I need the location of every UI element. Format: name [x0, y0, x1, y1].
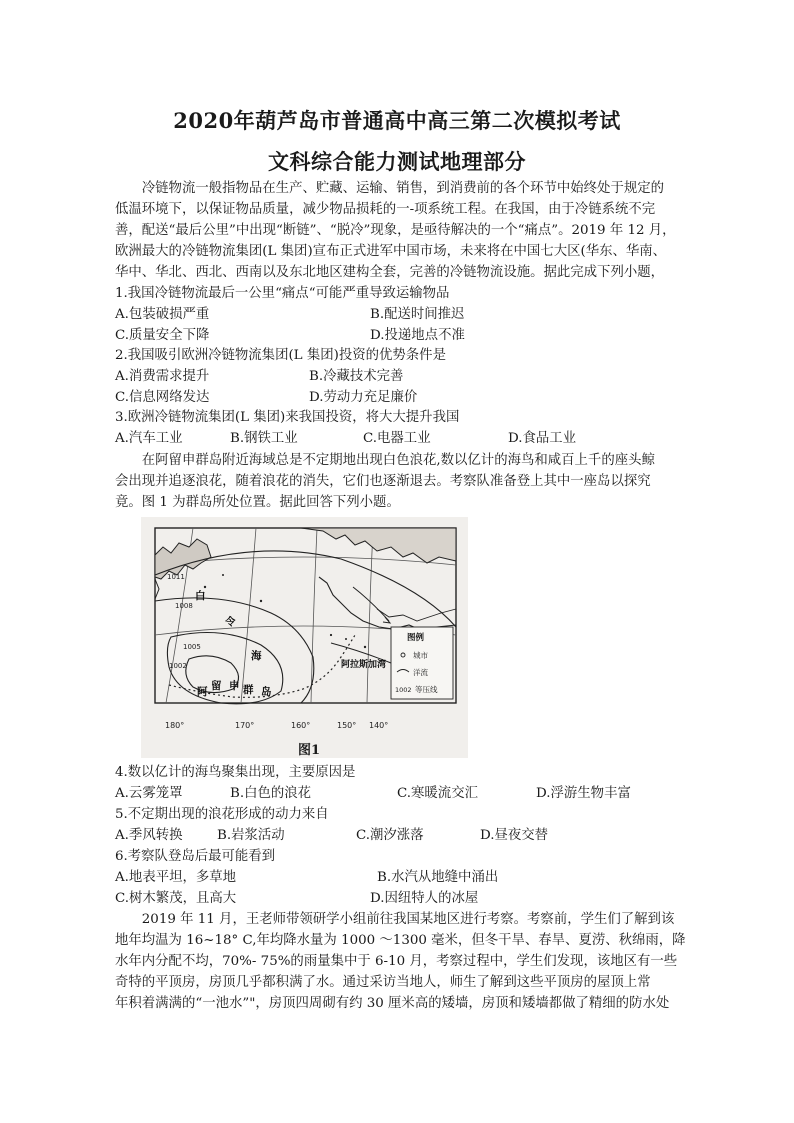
question-5-option-a[interactable]: A.季风转换: [115, 828, 183, 843]
question-3-option-b[interactable]: B.钢铁工业: [230, 431, 298, 446]
question-4-stem: 4.数以亿计的海鸟聚集出现，主要原因是: [115, 765, 356, 780]
lon-label: 160°: [291, 721, 311, 730]
question-2-stem: 2.我国吸引欧洲冷链物流集团(L 集团)投资的优势条件是: [115, 348, 446, 363]
question-2-option-d[interactable]: D.劳动力充足廉价: [309, 390, 418, 405]
question-1-option-d[interactable]: D.投递地点不准: [370, 328, 465, 343]
legend-current-label: 洋流: [413, 668, 428, 677]
question-2-option-b[interactable]: B.冷藏技术完善: [309, 369, 404, 384]
isobar-label-1008: 1008: [175, 602, 193, 610]
question-2-option-c[interactable]: C.信息网络发达: [115, 390, 210, 405]
question-3-option-d[interactable]: D.食品工业: [508, 431, 577, 446]
question-4-option-c[interactable]: C.寒暖流交汇: [397, 786, 478, 801]
passage-line: 水年内分配不均，70%- 75%的雨量集中于 6-10 月，考察过程中，学生们发现，该地区有一些: [115, 954, 678, 969]
place-label: 海: [251, 650, 262, 662]
place-label: 留: [211, 680, 222, 692]
passage-line: 善，配送“最后公里”中出现“断链”、“脱冷”现象，是亟待解决的一个“痛点”。2019 年 12 月，: [115, 223, 676, 238]
question-3-option-a[interactable]: A.汽车工业: [115, 431, 183, 446]
lon-label: 180°: [165, 721, 185, 730]
passage-line: 2019 年 11 月，王老师带领研学小组前往我国某地区进行考察。考察前，学生们了解到该: [115, 912, 675, 927]
question-3-option-c[interactable]: C.电器工业: [363, 431, 431, 446]
question-5-option-d[interactable]: D.昼夜交替: [480, 828, 549, 843]
question-2-option-a[interactable]: A.消费需求提升: [115, 369, 210, 384]
question-4-option-a[interactable]: A.云雾笼罩: [115, 786, 183, 801]
legend-isobar-value: 1002: [395, 686, 412, 694]
passage-line: 奇特的平顶房，房顶几乎都积满了水。通过采访当地人，师生了解到这些平顶房的屋顶上常: [115, 975, 651, 990]
exam-subtitle: 文科综合能力测试地理部分: [268, 149, 526, 174]
passage-line: 地年均温为 16~18° C,年均降水量为 1000 ～1300 毫米，但冬干旱、春旱、夏涝、秋绵雨，降: [115, 933, 686, 948]
place-label: 岛: [261, 686, 272, 698]
question-1-option-b[interactable]: B.配送时间推迟: [370, 307, 465, 322]
question-6-stem: 6.考察队登岛后最可能看到: [115, 849, 276, 864]
question-4-option-d[interactable]: D.浮游生物丰富: [536, 786, 631, 801]
question-5-option-c[interactable]: C.潮汐涨落: [356, 828, 424, 843]
passage-line: 欧洲最大的冷链物流集团(L 集团)宣布正式进军中国市场，未来将在中国七大区(华东、华南、: [115, 244, 667, 259]
lon-label: 140°: [369, 721, 389, 730]
question-5-stem: 5.不定期出现的浪花形成的动力来自: [115, 807, 329, 822]
question-6-option-a[interactable]: A.地表平坦，多草地: [115, 870, 237, 885]
place-label: 令: [225, 616, 236, 628]
question-6-option-b[interactable]: B.水汽从地缝中涌出: [377, 870, 499, 885]
aleutian-map-figure: [141, 517, 468, 758]
question-1-option-c[interactable]: C.质量安全下降: [115, 328, 210, 343]
passage-line: 会出现并追逐浪花，随着浪花的消失，它们也逐渐退去。考察队准备登上其中一座岛以探究: [115, 474, 651, 489]
figure-caption: 图1: [298, 743, 321, 758]
isobar-label-1011: 1011: [167, 573, 185, 581]
isobar-label-1005: 1005: [183, 643, 201, 651]
exam-title: 2020年葫芦岛市普通高中高三第二次模拟考试: [173, 108, 621, 133]
question-1-option-a[interactable]: A.包装破损严重: [115, 307, 210, 322]
legend-city-label: 城市: [413, 651, 428, 660]
place-label: 申: [229, 680, 240, 692]
question-6-option-d[interactable]: D.因纽特人的冰屋: [370, 891, 479, 906]
legend-title: 图例: [407, 633, 425, 643]
lon-label: 150°: [337, 721, 357, 730]
passage-line: 在阿留申群岛附近海域总是不定期地出现白色浪花,数以亿计的海鸟和咸百上千的座头鲸: [115, 453, 655, 468]
passage-line: 竟。图 1 为群岛所处位置。据此回答下列小题。: [115, 495, 400, 510]
place-label: 阿: [197, 686, 208, 698]
question-4-option-b[interactable]: B.白色的浪花: [230, 786, 312, 801]
passage-line: 冷链物流一般指物品在生产、贮藏、运输、销售，到消费前的各个环节中始终处于规定的: [115, 181, 665, 196]
place-label: 白: [195, 590, 206, 602]
question-6-option-c[interactable]: C.树木繁茂，且高大: [115, 891, 237, 906]
isobar-label-1002: 1002: [169, 662, 187, 670]
passage-line: 年积着满满的“一池水”"，房顶四周砌有约 30 厘米高的矮墙，房顶和矮墙都做了精细的防水处: [115, 996, 670, 1011]
lon-label: 170°: [235, 721, 255, 730]
place-label-alaska-gulf: 阿拉斯加湾: [341, 660, 387, 670]
map-legend: [391, 627, 453, 699]
legend-isobar-label: 等压线: [415, 685, 438, 694]
place-label: 群: [243, 684, 254, 696]
question-1-stem: 1.我国冷链物流最后一公里“痛点“可能严重导致运输物品: [115, 286, 450, 301]
question-3-stem: 3.欧洲冷链物流集团(L 集团)来我国投资，将大大提升我国: [115, 410, 460, 425]
question-5-option-b[interactable]: B.岩浆活动: [217, 828, 285, 843]
aleutian-map: [141, 517, 468, 758]
passage-line: 华中、华北、西北、西南以及东北地区建构全套，完善的冷链物流设施。据此完成下列小题，: [115, 265, 665, 280]
passage-line: 低温环境下，以保证物品质量，减少物品损耗的一-项系统工程。在我国，由于冷链系统不完: [115, 202, 656, 217]
